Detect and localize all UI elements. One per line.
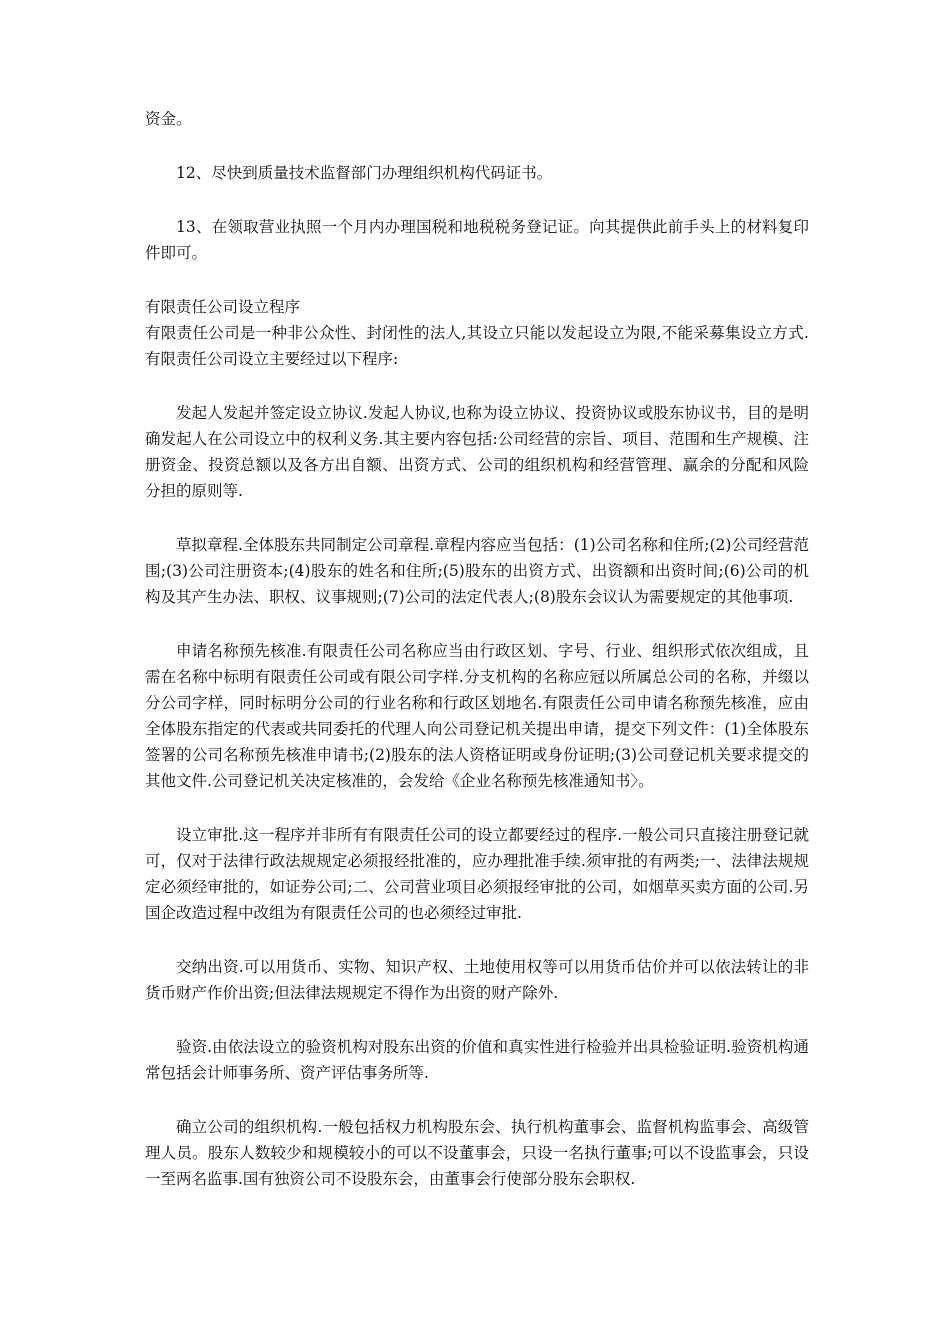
paragraph-continuation: 资金。 [145,110,192,128]
step-sign-agreement: 发起人发起并签定设立协议.发起人协议,也称为设立协议、投资协议或股东协议书，目的是明确发起人在公司设立中的权利义务.其主要内容包括:公司经营的宗旨、项目、范围和生产规模、注册资金、投资总额以及各方出自额、出资方式、公司的组织机构和经营管理、赢余的分配和风险分担的原则等. [145,404,809,500]
step-organization-structure: 确立公司的组织机构.一般包括权力机构股东会、执行机构董事会、监督机构监事会、高级管理人员。股东人数较少和规模较小的可以不设董事会，只设一名执行董事;可以不设监事会，只设一至两名监事.国有独资公司不设股东会，由董事会行使部分股东会职权. [145,1118,809,1188]
step-capital-verification: 验资.由依法设立的验资机构对股东出资的价值和真实性进行检验并出具检验证明.验资机构通常包括会计师事务所、资产评估事务所等. [145,1038,809,1082]
step-capital-contribution: 交纳出资.可以用货币、实物、知识产权、土地使用权等可以用货币估价并可以依法转让的非货币财产作价出资;但法律法规规定不得作为出资的财产除外. [145,958,809,1002]
paragraph-item-13: 13、在领取营业执照一个月内办理国税和地税税务登记证。向其提供此前手头上的材料复印件即可。 [145,218,809,262]
section-intro: 有限责任公司是一种非公众性、封闭性的法人,其设立只能以发起设立为限,不能采募集设立方式.有限责任公司设立主要经过以下程序: [145,324,809,368]
step-name-approval: 申请名称预先核准.有限责任公司名称应当由行政区划、字号、行业、组织形式依次组成，且需在名称中标明有限责任公司或有限公司字样.分支机构的名称应冠以所属总公司的名称，并缀以分公司字样，同时标明分公司的行业名称和行政区划地名.有限责任公司申请名称预先核准，应由全体股东指定的代表或共同委托的代理人向公司登记机关提出申请，提交下列文件：(1)全体股东签署的公司名称预先核准申请书;(2)股东的法人资格证明或身份证明;(3)公司登记机关要求提交的其他文件.公司登记机关决定核准的，会发给《企业名称预先核准通知书〉。 [145,642,809,790]
document-page [145,106,809,1220]
step-examination-approval: 设立审批.这一程序并非所有有限责任公司的设立都要经过的程序.一般公司只直接注册登记就可，仅对于法律行政法规规定必须报经批准的，应办理批准手续.须审批的有两类;一、法律法规规定必须经审批的，如证券公司;二、公司营业项目必须报经审批的公司，如烟草买卖方面的公司.另国企改造过程中改组为有限责任公司的也必须经过审批. [145,826,809,922]
section-title: 有限责任公司设立程序 [145,298,301,316]
step-draft-charter: 草拟章程.全体股东共同制定公司章程.章程内容应当包括：(1)公司名称和住所;(2)公司经营范围;(3)公司注册资本;(4)股东的姓名和住所;(5)股东的出资方式、出资额和出资时间;(6)公司的机构及其产生办法、职权、议事规则;(7)公司的法定代表人;(8)股东会议认为需要规定的其他事项. [145,536,809,606]
paragraph-item-12: 12、尽快到质量技术监督部门办理组织机构代码证书。 [176,164,553,182]
